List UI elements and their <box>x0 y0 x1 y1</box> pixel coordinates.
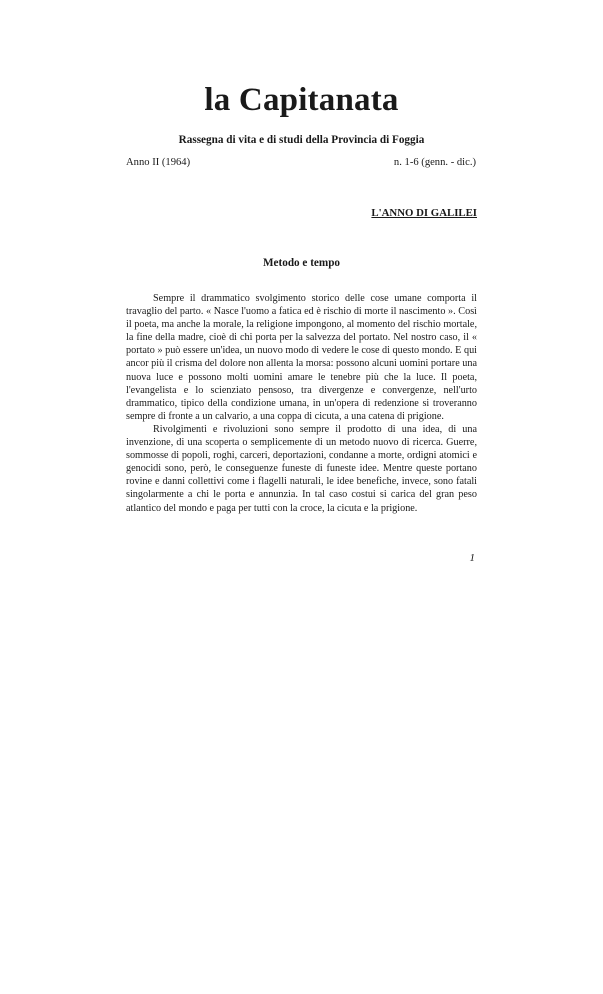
section-heading: L'ANNO DI GALILEI <box>371 207 477 219</box>
paragraph: Rivolgimenti e rivoluzioni sono sempre il prodotto di una idea, di una invenzione, di una scoperta o semplicemente di un metodo nuovo di ricerca. Guerre, sommosse di popoli, roghi, carceri, deportazioni, condanne a morte, ordigni atomici e genocidi sono, però, le conseguenze funeste di funeste idee. Mentre queste portano rovine e danni collettivi come i flagelli naturali, le idee benefiche, invece, sono fatali singolarmente a chi le porta e annunzia. In tal caso costui si carica del gran peso atlantico del mondo e paga per tutti con la croce, la cicuta e la prigione. <box>126 423 477 514</box>
article-title: Metodo e tempo <box>262 257 341 269</box>
paragraph: Sempre il drammatico svolgimento storico delle cose umane comporta il travaglio del parto. « Nasce l'uomo a fatica ed è rischio di morte il nascimento ». Così il poeta, ma anche la morale, la religione impongono, al momento del rischio mortale, la fine della madre, cioè di chi porta per la salvezza del portato. Nel nostro caso, il « portato » può essere un'idea, un nuovo modo di vedere le cose di questo mondo. E qui ancor più il crisma del dolore non allenta la morsa: possono alcuni uomini portare una nuova luce e possono molti uomini amare le tenebre più che la luce. Il poeta, l'evangelista e lo scienziato pensoso, tra divergenze e convergenze, nell'urto drammatico, tipico della condizione umana, in un'opera di redenzione si troveranno sempre di fronte a un calvario, a una coppa di cicuta, a una catena di prigione. <box>126 293 477 422</box>
journal-subtitle: Rassegna di vita e di studi della Provincia di Foggia <box>178 134 425 146</box>
issue-number: n. 1-6 (genn. - dic.) <box>393 157 476 168</box>
issue-year: Anno II (1964) <box>126 157 191 168</box>
journal-title: la Capitanata <box>204 82 399 118</box>
page-number: 1 <box>469 552 475 564</box>
article-body <box>126 292 477 515</box>
